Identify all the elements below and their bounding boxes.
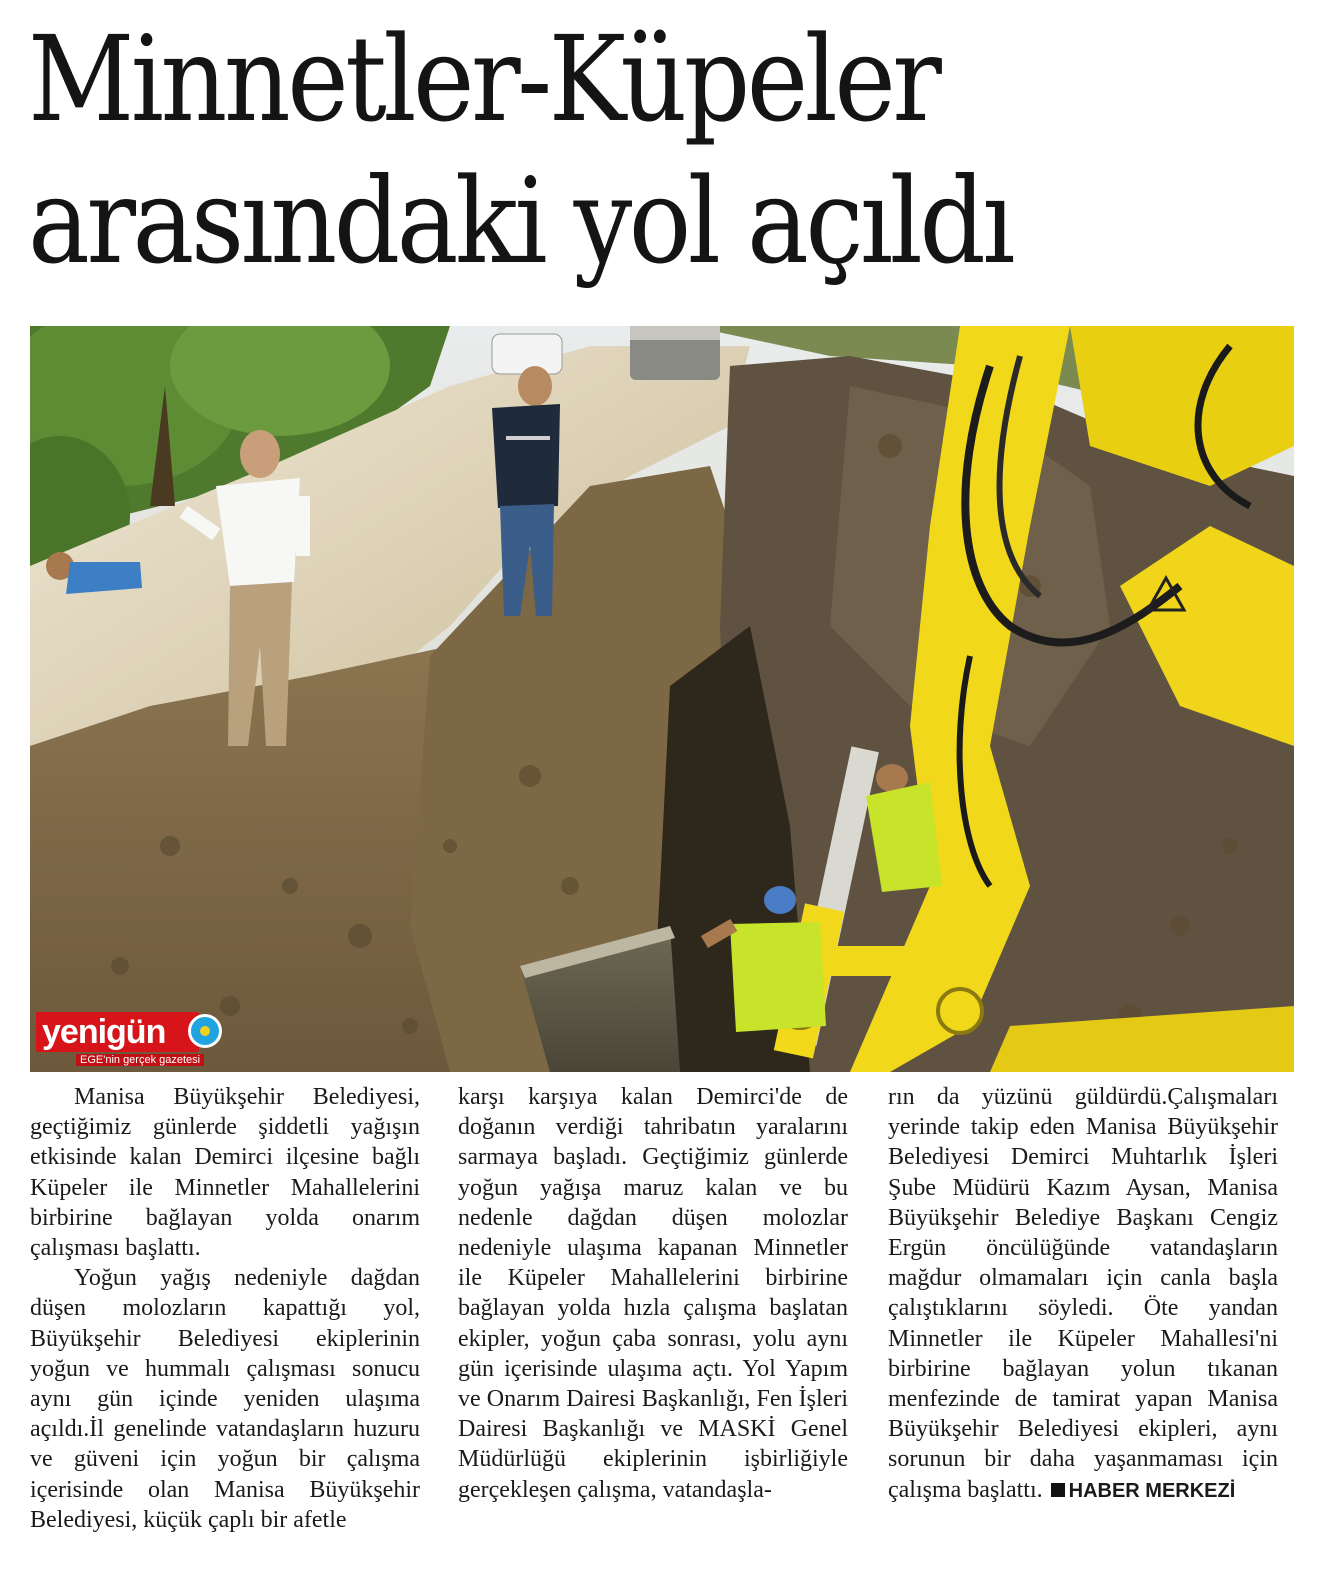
article-body: [30, 1082, 1296, 1582]
newspaper-logo: [36, 1012, 212, 1070]
paragraph: karşı karşıya kalan Demirci'de de doğanın verdiği tahribatın yaralarını sarmaya başladı. Geçtiğimiz günlerde yoğun yağışa maruz kalan ve bu nedenle dağdan düşen molozlar nedeniyle ulaşıma kapanan Minnetler ile Küpeler Mahallelerini birbirine bağlayan yolda hızla çalışma başlatan ekipler, yoğun çaba sonrası, yolu aynı gün içerisinde ulaşıma açtı. Yol Yapım ve Onarım Dairesi Başkanlığı, Fen İşleri Dairesi Başkanlığı ve MASKİ Genel Müdürlüğü ekiplerinin işbirliğiyle gerçekleşen çalışma, vatandaşla-: [458, 1084, 848, 1503]
paragraph-text: rın da yüzünü güldürdü.Çalışmaları yerinde takip eden Manisa Büyükşehir Belediyesi Demirci Muhtarlık İşleri Şube Müdürü Kazım Aysan, Manisa Büyükşehir Belediye Başkanı Cengiz Ergün öncülüğünde vatandaşların mağdur olmamaları için canla başla çalıştıklarını söyledi. Öte yandan Minnetler ile Küpeler Mahallesi'ni birbirine bağlayan yolun tıkanan menfezinde de tamirat yapan Manisa Büyükşehir Belediyesi ekipleri, aynı sorunun bir daha yaşanmaması için çalışma başlattı.: [888, 1084, 1278, 1503]
headline-line-1: Minnetler-Küpeler: [28, 10, 939, 148]
headline-line-2: arasındaki yol açıldı: [28, 152, 1013, 290]
paragraph: Manisa Büyükşehir Belediyesi, geçtiğimiz günlerde şiddetli yağışın etkisinde kalan Demirci ilçesine bağlı Küpeler ile Minnetler Mahallelerini birbirine bağlayan yolda onarım çalışması başlattı.: [30, 1084, 420, 1262]
logo-wordmark: yenigün: [36, 1012, 199, 1052]
paragraph: Yoğun yağış nedeniyle dağdan düşen molozların kapattığı yol, Büyükşehir Belediyesi ekiplerinin yoğun ve hummalı çalışması sonucu aynı gün içinde yeniden ulaşıma açıldı.İl genelinde vatandaşların huzuru ve güveni için yoğun bir çalışma içerisinde olan Manisa Büyükşehir Belediyesi, küçük çaplı bir afetle: [30, 1265, 420, 1533]
byline-square-icon: [1051, 1483, 1065, 1497]
article-photo: [30, 326, 1294, 1072]
logo-eye-icon: [188, 1014, 222, 1048]
byline: HABER MERKEZİ: [1068, 1479, 1236, 1502]
logo-tagline: EGE'nin gerçek gazetesi: [76, 1054, 204, 1066]
column-1: [30, 1082, 420, 1535]
column-2: [458, 1082, 848, 1505]
headline: [28, 8, 1154, 292]
paragraph: [888, 1082, 1278, 1506]
column-3: [888, 1082, 1278, 1506]
